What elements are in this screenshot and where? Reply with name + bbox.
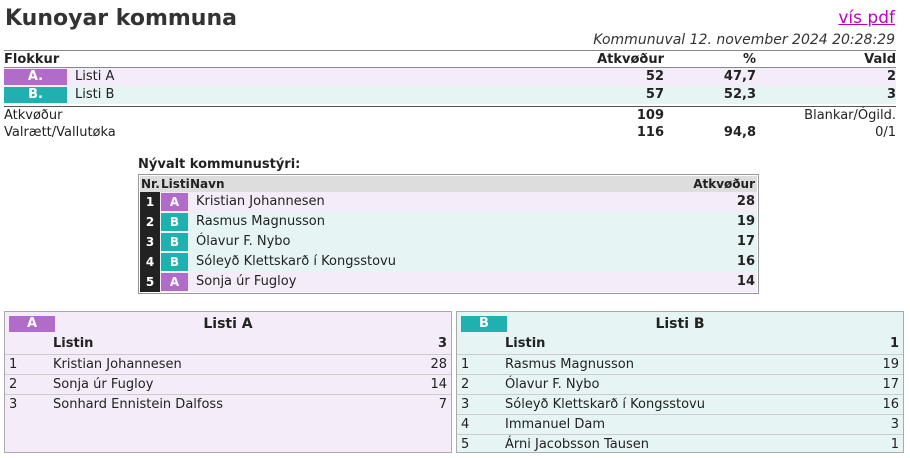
total-votes: 116 [636, 125, 664, 140]
candidate-row [457, 394, 903, 414]
council-member-name: Rasmus Magnusson [196, 214, 325, 229]
candidate-number: 1 [461, 357, 470, 372]
total-votes: 109 [636, 108, 664, 123]
panel-badge: B [461, 316, 507, 332]
council-row [140, 272, 757, 292]
council-nr: 2 [140, 212, 160, 232]
panel-badge: A [9, 316, 55, 332]
panel-title: Listi B [655, 316, 705, 332]
candidate-row [5, 394, 451, 414]
panel-header [457, 314, 903, 334]
party-name: Listi A [75, 69, 115, 84]
party-row [4, 68, 896, 86]
candidate-row [457, 354, 903, 374]
candidate-name: Ólavur F. Nybo [505, 377, 600, 392]
council-title: Nývalt kommunustýri: [138, 157, 301, 172]
candidate-votes: 19 [882, 357, 899, 372]
list-panel-b [456, 311, 904, 453]
candidate-name: Immanuel Dam [505, 417, 605, 432]
col-list: Listi [161, 177, 190, 191]
council-row [140, 212, 757, 232]
pdf-link[interactable]: vís pdf [838, 8, 895, 28]
council-member-votes: 28 [736, 194, 755, 209]
candidate-number: 4 [461, 417, 470, 432]
council-member-votes: 16 [736, 254, 755, 269]
listin-votes: 3 [437, 336, 447, 351]
total-label: Valrætt/Vallutøka [4, 125, 116, 140]
candidate-votes: 3 [890, 417, 899, 432]
candidate-name: Árni Jacobsson Tausen [505, 437, 650, 452]
party-seats: 2 [886, 69, 896, 84]
candidate-name: Sonja úr Fugloy [53, 377, 154, 392]
col-votes: Atkvøður [693, 177, 755, 191]
listin-row [5, 334, 451, 354]
party-pct: 52,3 [723, 87, 756, 102]
council-member-votes: 19 [736, 214, 755, 229]
col-seats: Vald [864, 52, 896, 67]
council-header [140, 176, 757, 192]
party-row [4, 86, 896, 104]
summary-header [4, 50, 896, 68]
party-badge: A. [4, 69, 67, 85]
candidate-number: 1 [9, 357, 18, 372]
col-party: Flokkur [4, 52, 60, 67]
candidate-name: Rasmus Magnusson [505, 357, 634, 372]
col-pct: % [742, 52, 756, 67]
party-votes: 57 [645, 87, 664, 102]
council-table [138, 174, 759, 294]
council-member-votes: 17 [736, 234, 755, 249]
candidate-number: 5 [461, 437, 470, 452]
council-member-name: Sonja úr Fugloy [196, 274, 297, 289]
listin-votes: 1 [889, 336, 899, 351]
council-nr: 3 [140, 232, 160, 252]
col-votes: Atkvøður [597, 52, 664, 67]
totals-row [4, 107, 896, 124]
candidate-row [5, 354, 451, 374]
candidate-number: 3 [461, 397, 470, 412]
candidate-votes: 28 [430, 357, 447, 372]
election-subtitle: Kommunuval 12. november 2024 20:28:29 [593, 32, 895, 48]
candidate-votes: 17 [882, 377, 899, 392]
results-summary [4, 50, 896, 141]
party-seats: 3 [886, 87, 896, 102]
col-nr: Nr. [141, 177, 160, 191]
candidate-name: Sonhard Ennistein Dalfoss [53, 397, 223, 412]
candidate-row [457, 434, 903, 454]
candidate-list [457, 354, 903, 454]
candidate-name: Sóleyð Klettskarð í Kongsstovu [505, 397, 705, 412]
panel-title: Listi A [203, 316, 253, 332]
candidate-number: 2 [9, 377, 18, 392]
candidate-row [457, 414, 903, 434]
listin-label: Listin [505, 336, 546, 351]
council-member-name: Ólavur F. Nybo [196, 234, 291, 249]
party-pct: 47,7 [723, 69, 756, 84]
candidate-votes: 7 [438, 397, 447, 412]
party-votes: 52 [645, 69, 664, 84]
total-extra: Blankar/Ógild. [804, 108, 896, 123]
total-pct: 94,8 [723, 125, 756, 140]
total-extra: 0/1 [875, 125, 896, 140]
candidate-number: 2 [461, 377, 470, 392]
candidate-name: Kristian Johannesen [53, 357, 182, 372]
candidate-row [5, 374, 451, 394]
council-member-name: Sóleyð Klettskarð í Kongsstovu [196, 254, 396, 269]
council-row [140, 232, 757, 252]
total-label: Atkvøður [4, 108, 63, 123]
party-badge: B. [4, 87, 67, 103]
candidate-row [457, 374, 903, 394]
council-member-name: Kristian Johannesen [196, 194, 325, 209]
council-rows [140, 192, 757, 292]
council-list: B [161, 213, 188, 231]
page-title: Kunoyar kommuna [5, 6, 237, 31]
candidate-votes: 1 [890, 437, 899, 452]
council-nr: 5 [140, 272, 160, 292]
listin-row [457, 334, 903, 354]
council-list: B [161, 253, 188, 271]
council-row [140, 192, 757, 212]
panel-header [5, 314, 451, 334]
council-nr: 1 [140, 192, 160, 212]
council-list: B [161, 233, 188, 251]
council-member-votes: 14 [736, 274, 755, 289]
council-row [140, 252, 757, 272]
candidate-votes: 16 [882, 397, 899, 412]
col-name: Navn [190, 177, 225, 191]
candidate-list [5, 354, 451, 414]
council-list: A [161, 193, 188, 211]
totals-row [4, 124, 896, 141]
council-nr: 4 [140, 252, 160, 272]
listin-label: Listin [53, 336, 94, 351]
list-panel-a [4, 311, 452, 453]
council-list: A [161, 273, 188, 291]
party-name: Listi B [75, 87, 115, 102]
candidate-votes: 14 [430, 377, 447, 392]
candidate-number: 3 [9, 397, 18, 412]
